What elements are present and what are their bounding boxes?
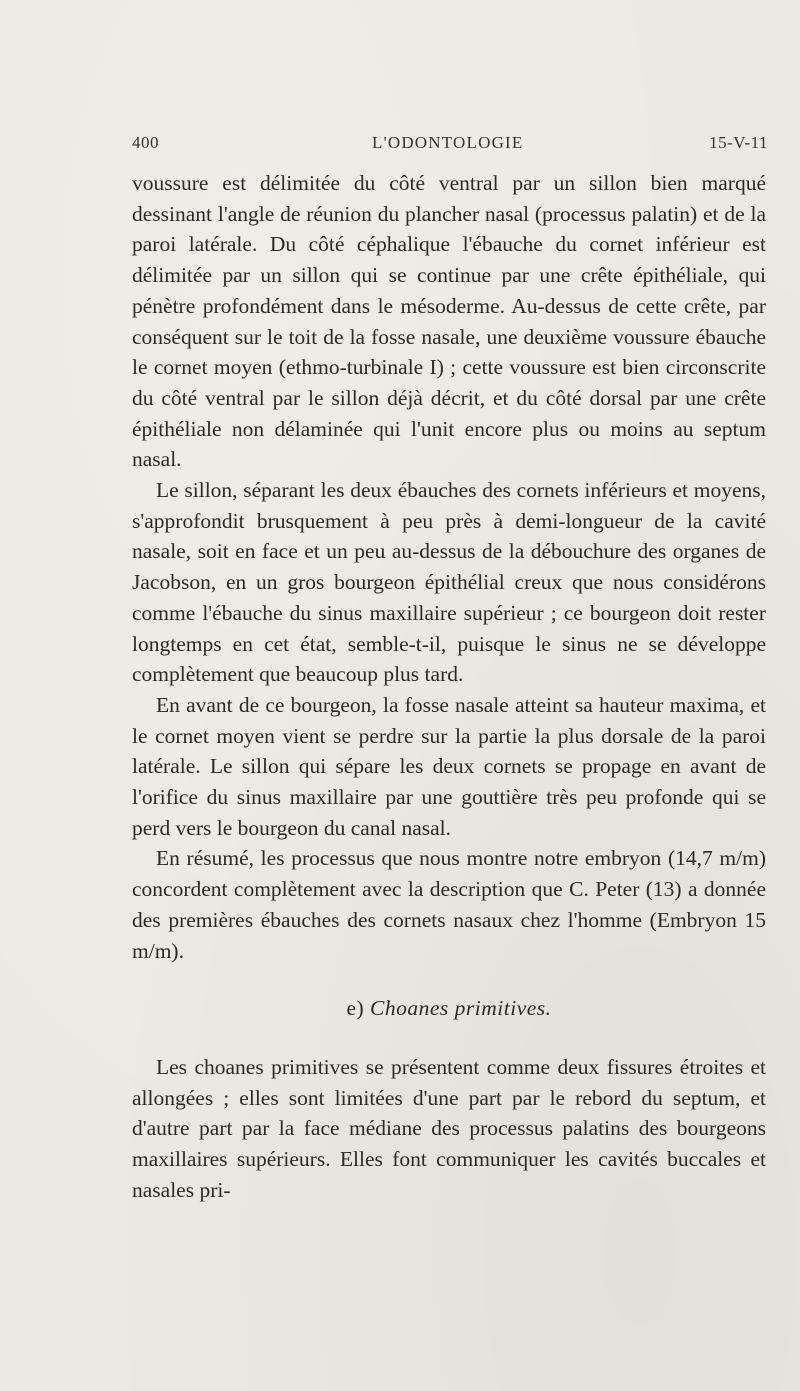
issue-date: 15-V-11 [709, 133, 768, 152]
paragraph: Le sillon, séparant les deux ébauches des cornets inférieurs et moyens, s'approfondit brusquement à peu près à demi-longueur de la cavité nasale, soit en face et un peu au-dessus de la débouchure des organes de Jacobson, en un gros bourgeon épithélial creux que nous considérons comme l'ébauche du sinus maxillaire supérieur ; ce bourgeon doit rester longtemps en cet état, semble-t-il, puisque le sinus ne se développe complètement que beaucoup plus tard. [132, 478, 766, 687]
paragraph: En résumé, les processus que nous montre notre embryon (14,7 m/m) concordent complètement avec la description que C. Peter (13) a donnée des premières ébauches des cornets nasaux chez l'homme (Embryon 15 m/m). [132, 846, 766, 963]
section-title: Choanes primitives. [370, 996, 552, 1021]
page-number: 400 [132, 133, 159, 152]
paragraph: voussure est délimitée du côté ventral par un sillon bien marqué dessinant l'angle de réunion du plancher nasal (processus palatin) et de la paroi latérale. Du côté céphalique l'ébauche du cornet inférieur est délimitée par un sillon qui se continue par une crête épithéliale, qui pénètre profondément dans le mésoderme. Au-dessus de cette crête, par conséquent sur le toit de la fosse nasale, une deuxième voussure ébauche le cornet moyen (ethmo-turbinale I) ; cette voussure est bien circonscrite du côté ventral par le sillon déjà décrit, et du côté dorsal par une crête épithéliale non délaminée qui l'unit encore plus ou moins au septum nasal. [132, 171, 766, 472]
journal-title: L'ODONTOLOGIE [372, 133, 524, 152]
paragraph: En avant de ce bourgeon, la fosse nasale atteint sa hauteur maxima, et le cornet moyen vient se perdre sur la partie la plus dorsale de la paroi latérale. Le sillon qui sépare les deux cornets se propage en avant de l'orifice du sinus maxillaire par une gouttière très peu profonde qui se perd vers le bourgeon du canal nasal. [132, 692, 766, 840]
body-text [132, 168, 766, 1206]
running-header [132, 133, 768, 157]
paragraph: Les choanes primitives se présentent comme deux fissures étroites et allongées ; elles sont limitées d'une part par le rebord du septum, et d'autre part par la face médiane des processus palatins des bourgeons maxillaires supérieurs. Elles font communiquer les cavités buccales et nasales pri- [132, 1054, 766, 1202]
section-label: e) [346, 996, 365, 1021]
section-heading [132, 993, 766, 1024]
